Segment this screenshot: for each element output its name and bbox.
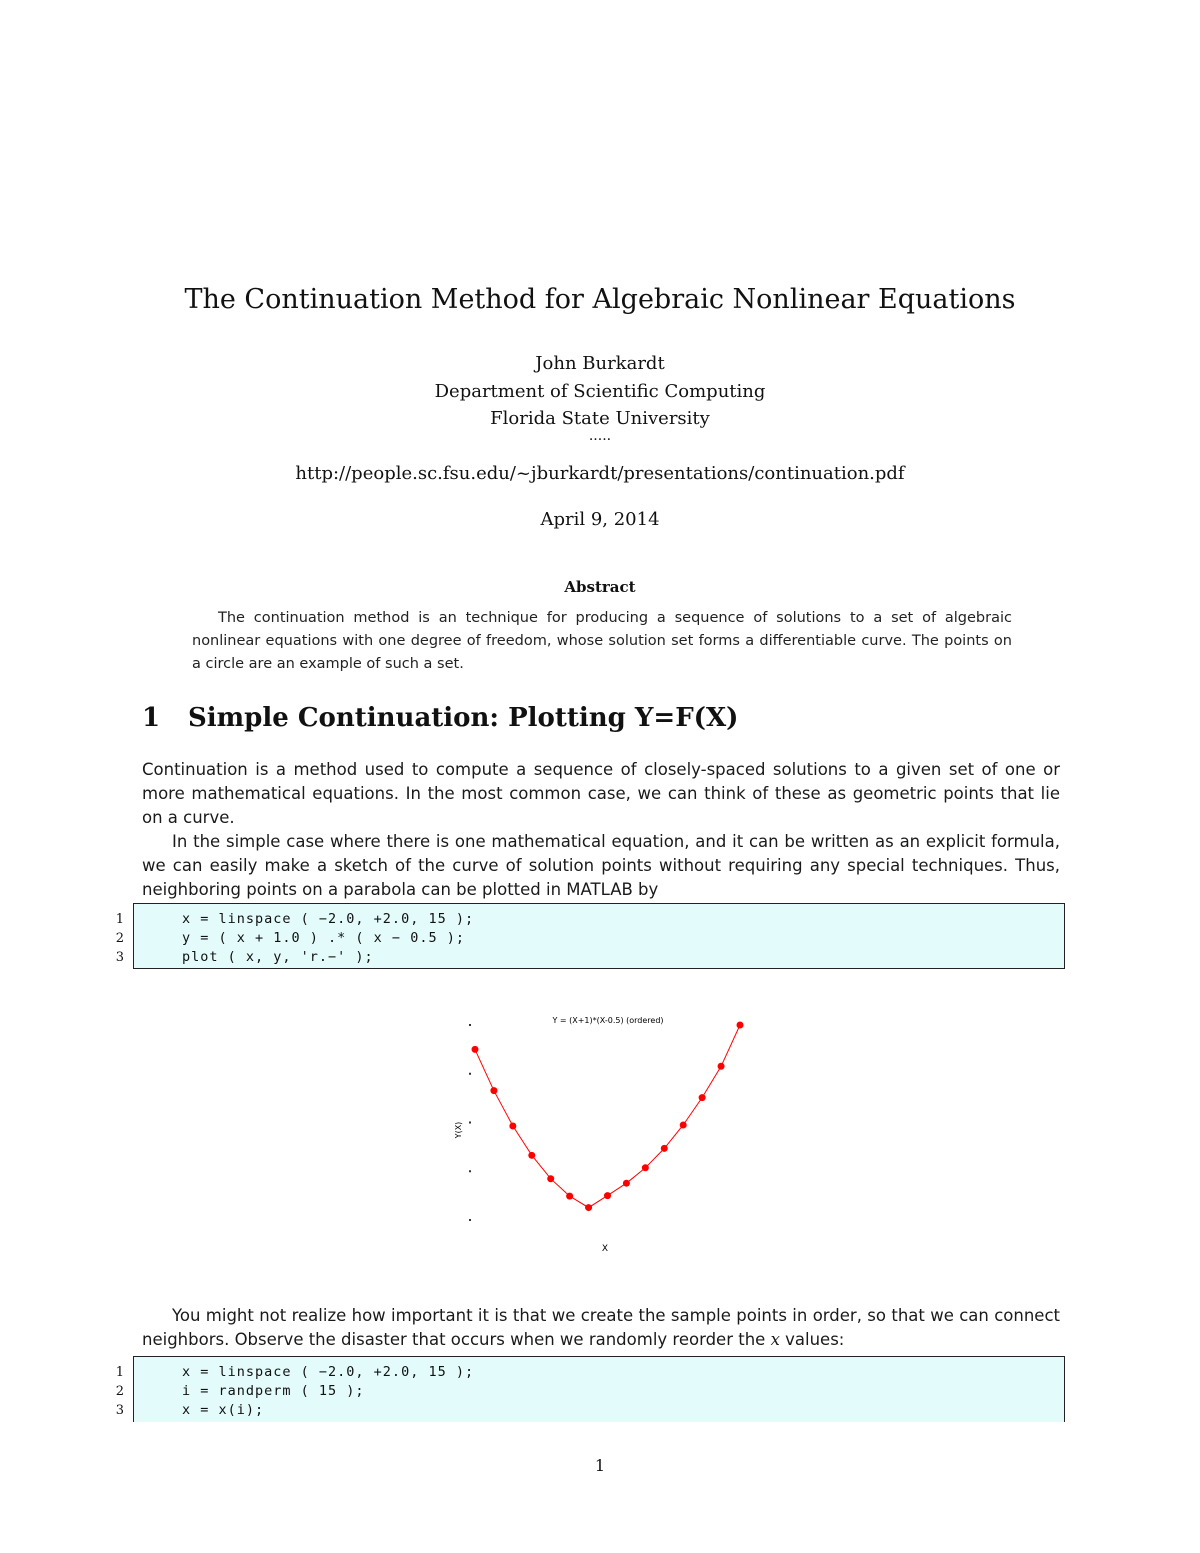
data-point xyxy=(642,1164,649,1171)
code-text: x = x(i); xyxy=(182,1402,265,1418)
code2-line xyxy=(115,1382,1064,1401)
code-text: plot ( x, y, 'r.−' ); xyxy=(182,949,374,965)
abstract-heading: Abstract xyxy=(564,578,636,596)
y-tick xyxy=(469,1219,471,1221)
paragraph-3 xyxy=(142,1304,1060,1352)
data-point xyxy=(528,1152,535,1159)
line-number: 2 xyxy=(115,931,124,946)
data-point xyxy=(737,1022,744,1029)
code2-line xyxy=(115,1363,1064,1382)
code-text: x = linspace ( −2.0, +2.0, 15 ); xyxy=(182,1364,475,1380)
data-point xyxy=(680,1121,687,1128)
y-tick xyxy=(469,1024,471,1026)
data-point xyxy=(661,1145,668,1152)
meta-separator: ..... xyxy=(588,428,612,444)
code2-line xyxy=(115,1401,1064,1420)
section-number: 1 xyxy=(142,703,161,733)
data-point xyxy=(547,1175,554,1182)
paper-date: April 9, 2014 xyxy=(540,509,660,530)
plot-xlabel: X xyxy=(601,1244,609,1254)
section-heading xyxy=(142,703,738,733)
data-point xyxy=(490,1087,497,1094)
paragraph-1: Continuation is a method used to compute a sequence of closely-spaced solutions to a given set of one or more mathematical equations. In the most common case, we can think of these as geometric points that lie on a curve. xyxy=(142,760,1060,827)
paragraph-3-text: You might not realize how important it is that we create the sample points in order, so that we can connect neighbors. Observe the disaster that occurs when we randomly reorder the xyxy=(142,1306,1060,1349)
data-point xyxy=(566,1193,573,1200)
paragraph-3-tail: values: xyxy=(785,1330,845,1349)
code-listing-2 xyxy=(115,1356,1065,1422)
code-text: y = ( x + 1.0 ) .* ( x − 0.5 ); xyxy=(182,930,465,946)
author-university: Florida State University xyxy=(490,408,710,429)
paragraph-2-text: In the simple case where there is one mathematical equation, and it can be written as an explicit formula, we can easily make a sketch of the curve of solution points without requiring any special techniques. Thus, neighboring points on a parabola can be plotted in MATLAB by xyxy=(142,832,1060,899)
line-number: 3 xyxy=(115,1403,124,1418)
code1-line xyxy=(115,910,1064,929)
author-name: John Burkardt xyxy=(535,353,665,374)
code1-line xyxy=(115,929,1064,948)
series-line xyxy=(475,1025,740,1208)
y-tick xyxy=(469,1122,471,1124)
paragraph-3-var: x xyxy=(770,1330,780,1349)
line-number: 1 xyxy=(115,912,124,927)
data-point xyxy=(718,1063,725,1070)
data-point xyxy=(472,1046,479,1053)
paper-title: The Continuation Method for Algebraic Nonlinear Equations xyxy=(184,284,1016,315)
plot-title: Y = (X+1)*(X-0.5) (ordered) xyxy=(552,1016,664,1025)
data-point xyxy=(699,1094,706,1101)
y-tick xyxy=(469,1170,471,1172)
data-point xyxy=(585,1204,592,1211)
data-point xyxy=(604,1192,611,1199)
line-number: 1 xyxy=(115,1365,124,1380)
plot-ylabel: Y(X) xyxy=(454,1121,463,1139)
line-number: 2 xyxy=(115,1384,124,1399)
code-text: i = randperm ( 15 ); xyxy=(182,1383,365,1399)
author-department: Department of Scientific Computing xyxy=(434,381,766,402)
parabola-plot xyxy=(450,1005,750,1255)
y-tick xyxy=(469,1073,471,1075)
paper-url[interactable]: http://people.sc.fsu.edu/~jburkardt/presentations/continuation.pdf xyxy=(295,463,905,484)
page-number: 1 xyxy=(594,1456,606,1475)
paragraph-2 xyxy=(142,830,1060,902)
code-listing-1 xyxy=(115,903,1065,969)
data-point xyxy=(623,1180,630,1187)
code-text: x = linspace ( −2.0, +2.0, 15 ); xyxy=(182,911,475,927)
data-point xyxy=(509,1122,516,1129)
code1-line xyxy=(115,948,1064,967)
abstract-text xyxy=(192,607,1012,676)
section-title: Simple Continuation: Plotting Y=F(X) xyxy=(188,703,739,733)
line-number: 3 xyxy=(115,950,124,965)
abstract-body-text: The continuation method is an technique for producing a sequence of solutions to a set of algebraic nonlinear equations with one degree of freedom, whose solution set forms a differentiable curve. The points on a circle are an example of such a set. xyxy=(192,610,1012,672)
